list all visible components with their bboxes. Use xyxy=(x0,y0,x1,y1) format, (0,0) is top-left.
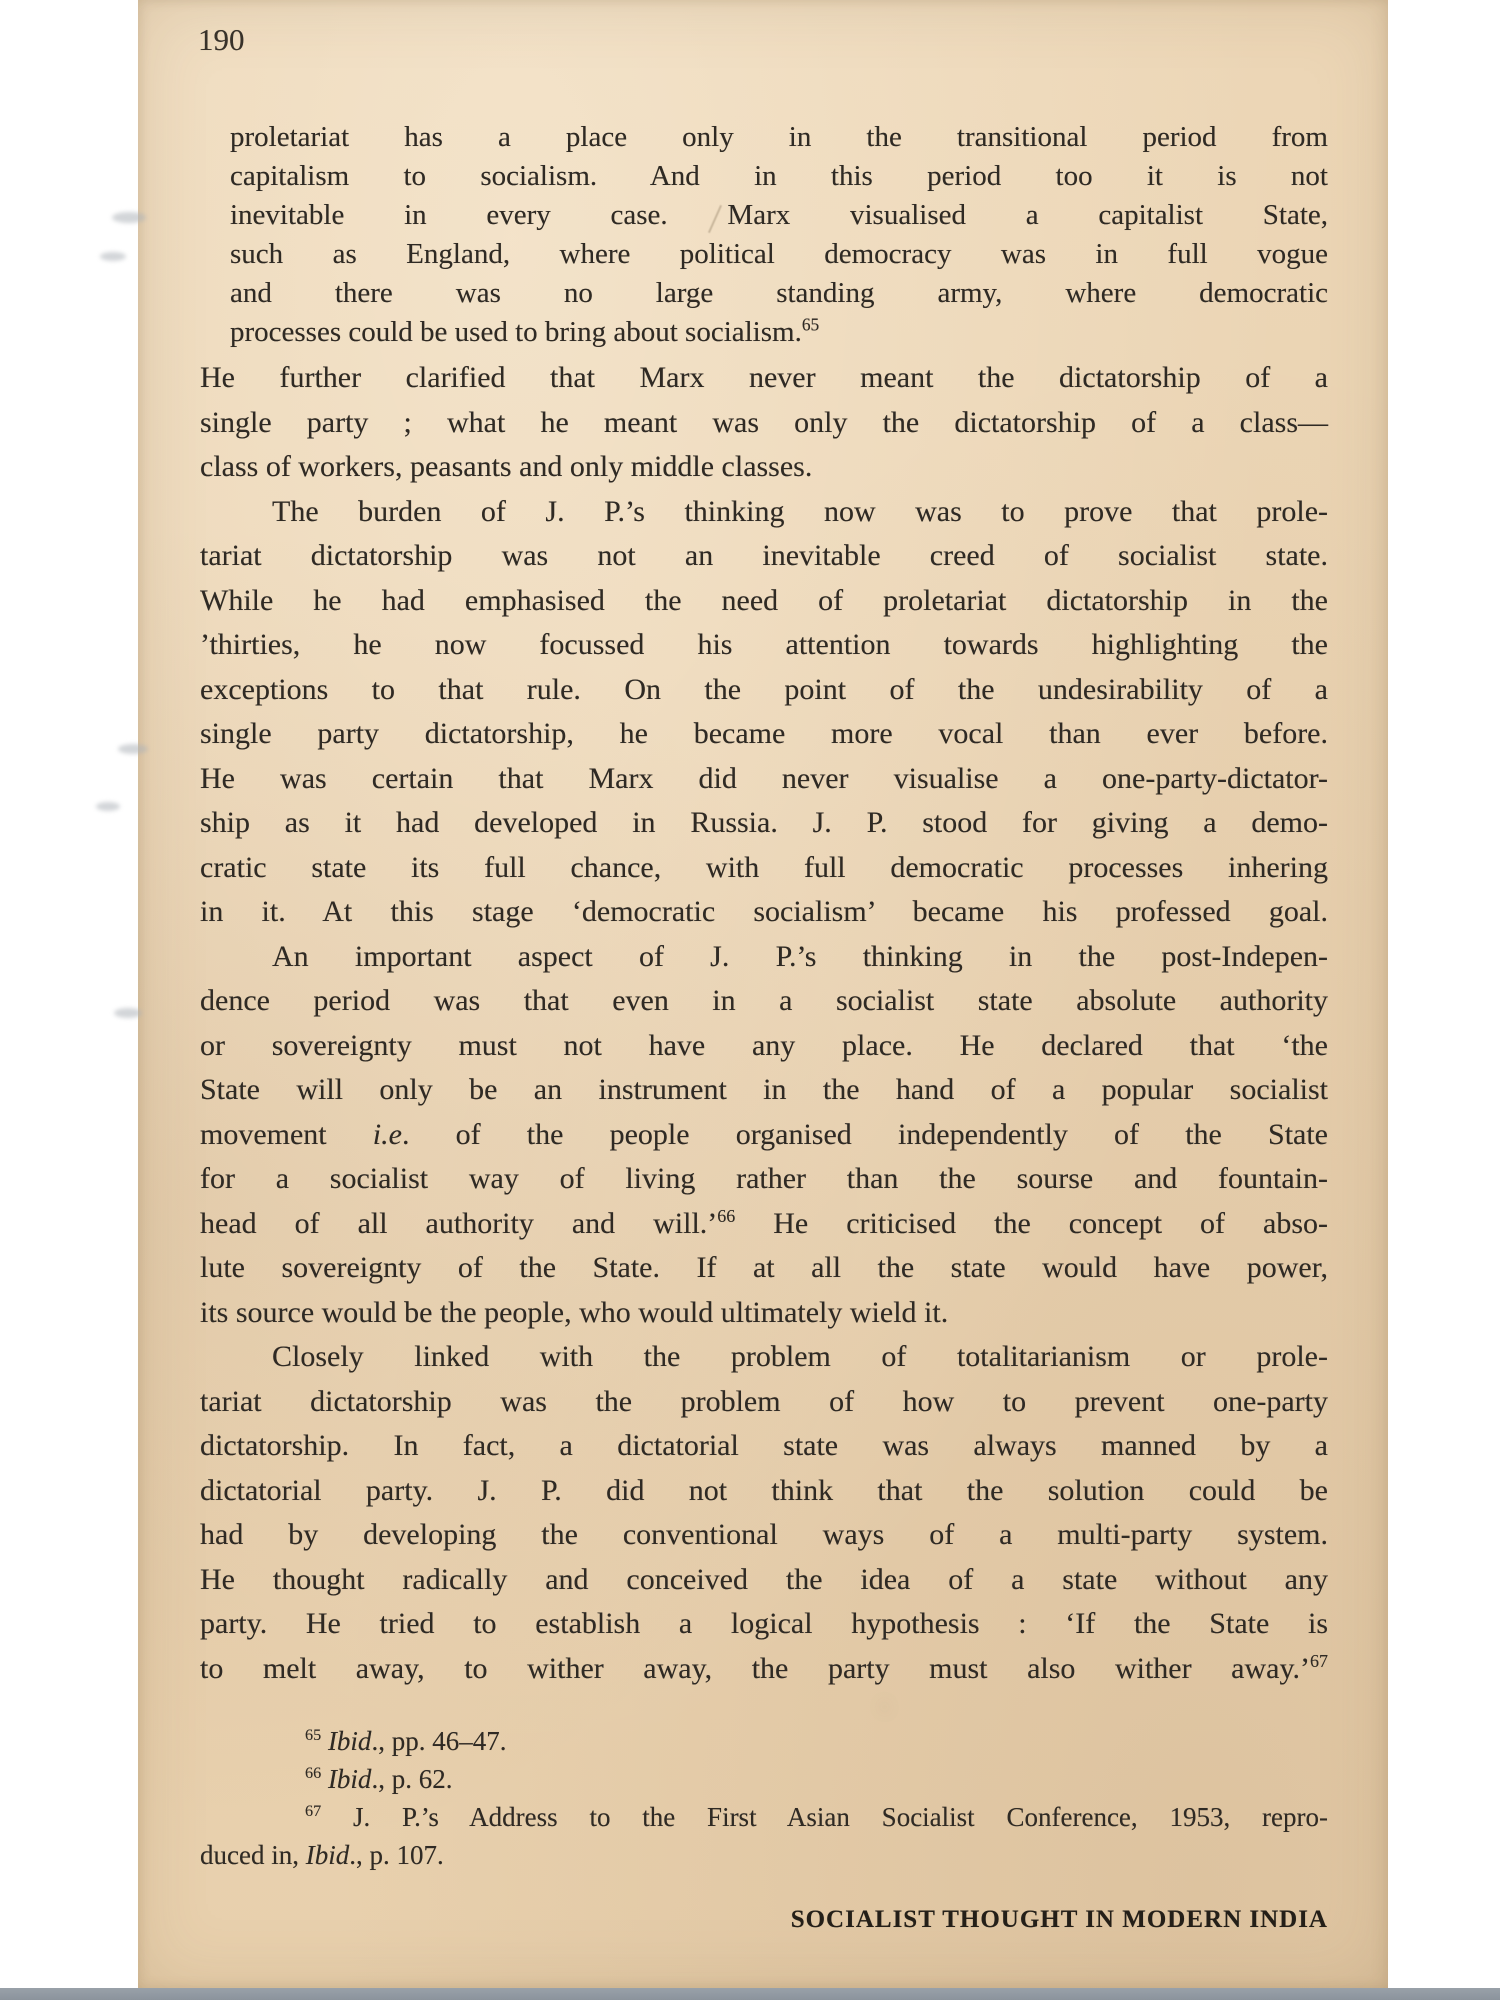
text-line: lute sovereignty of the State. If at all the state would have power, xyxy=(200,1251,1328,1284)
text-line: such as England, where political democracy was in full vogue xyxy=(230,238,1328,270)
text-line: An important aspect of J. P.’s thinking in the post-Indepen- xyxy=(272,939,1328,973)
text-line: ’thirties, he now focussed his attention towards highlighting the xyxy=(200,628,1328,661)
running-footer: SOCIALIST THOUGHT IN MODERN INDIA xyxy=(790,1906,1328,1933)
text-line: The burden of J. P.’s thinking now was to prove that prole- xyxy=(272,494,1328,528)
margin-smudge xyxy=(114,1008,142,1018)
text-line: capitalism to socialism. And in this period too it is not xyxy=(230,160,1328,192)
text-line: to melt away, to wither away, the party must also wither away.’$^{67}$ xyxy=(200,1650,1328,1685)
page-number: 190 xyxy=(198,22,245,57)
margin-smudge xyxy=(100,252,126,261)
text-line: He further clarified that Marx never meant the dictatorship of a xyxy=(200,361,1328,394)
block-quote xyxy=(230,118,1328,352)
text-line: in it. At this stage ‘democratic socialism’ became his professed goal. xyxy=(200,895,1328,928)
text-line: dictatorial party. J. P. did not think that the solution could be xyxy=(200,1473,1328,1507)
text-line: dictatorship. In fact, a dictatorial state was always manned by a xyxy=(200,1429,1328,1462)
text-line: single party dictatorship, he became more vocal than ever before. xyxy=(200,717,1328,750)
text-line: head of all authority and will.’$^{66}$ He criticised the concept of abso- xyxy=(200,1205,1328,1240)
text-line: tariat dictatorship was the problem of how to prevent one-party xyxy=(200,1384,1328,1418)
text-line: for a socialist way of living rather than the sourse and fountain- xyxy=(200,1162,1328,1195)
text-line: movement i.e. of the people organised independently of the State xyxy=(200,1117,1328,1151)
text-line: or sovereignty must not have any place. He declared that ‘the xyxy=(200,1028,1328,1062)
text-line: its source would be the people, who would ultimately wield it. xyxy=(200,1295,949,1329)
text-line: proletariat has a place only in the transitional period from xyxy=(230,121,1328,153)
text-line: $^{65}$ Ibid., pp. 46–47. xyxy=(305,1726,507,1756)
page-scan xyxy=(138,0,1388,1988)
text-line: and there was no large standing army, where democratic xyxy=(230,277,1328,309)
margin-smudge xyxy=(118,744,148,754)
text-line: cratic state its full chance, with full democratic processes inhering xyxy=(200,850,1328,884)
margin-smudge xyxy=(96,802,120,811)
text-line: inevitable in every case. Marx visualised a capitalist State, xyxy=(230,199,1328,231)
text-line: While he had emphasised the need of proletariat dictatorship in the xyxy=(200,583,1328,617)
text-line: dence period was that even in a socialist state absolute authority xyxy=(200,984,1328,1017)
text-line: tariat dictatorship was not an inevitable creed of socialist state. xyxy=(200,539,1328,572)
text-line: processes could be used to bring about socialism.$^{65}$ xyxy=(230,314,820,348)
text-line: single party ; what he meant was only the dictatorship of a class— xyxy=(200,405,1328,439)
text-line: duced in, Ibid., p. 107. xyxy=(200,1840,444,1870)
text-line: Closely linked with the problem of totalitarianism or prole- xyxy=(272,1340,1328,1373)
scanner-bed-strip xyxy=(0,1988,1500,2000)
text-line: State will only be an instrument in the hand of a popular socialist xyxy=(200,1073,1328,1106)
margin-smudge xyxy=(112,212,146,223)
text-line: party. He tried to establish a logical hypothesis : ‘If the State is xyxy=(200,1607,1328,1640)
footnotes xyxy=(200,1722,1328,1874)
text-line: He was certain that Marx did never visualise a one-party-dictator- xyxy=(200,761,1328,795)
text-line: ship as it had developed in Russia. J. P. stood for giving a demo- xyxy=(200,806,1328,839)
text-line: He thought radically and conceived the idea of a state without any xyxy=(200,1562,1328,1596)
text-line: $^{67}$ J. P.’s Address to the First Asian Socialist Conference, 1953, repro- xyxy=(305,1802,1328,1832)
text-line: had by developing the conventional ways of a multi-party system. xyxy=(200,1518,1328,1551)
body-text xyxy=(200,356,1328,1691)
text-line: exceptions to that rule. On the point of the undesirability of a xyxy=(200,672,1328,706)
ink-bleed-ghost: x xyxy=(878,1690,891,1719)
text-line: $^{66}$ Ibid., p. 62. xyxy=(305,1764,453,1794)
text-line: class of workers, peasants and only middle classes. xyxy=(200,450,813,483)
